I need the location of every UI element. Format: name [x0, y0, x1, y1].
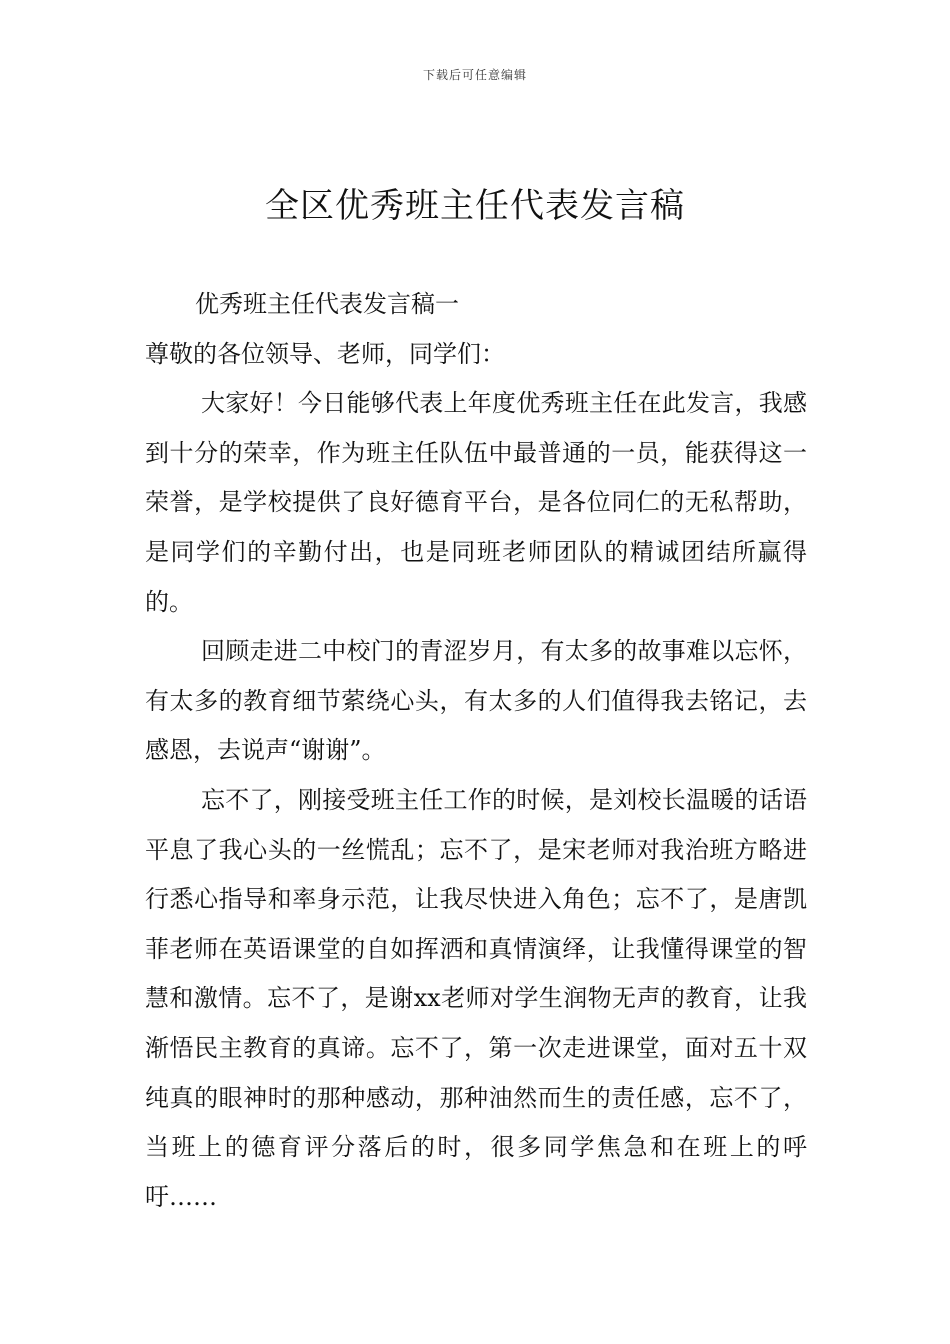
paragraph-1: 大家好！今日能够代表上年度优秀班主任在此发言，我感到十分的荣幸，作为班主任队伍中最普通的一员，能获得这一荣誉，是学校提供了良好德育平台，是各位同仁的无私帮助，是同学们的辛勤付出，也是同班老师团队的精诚团结所赢得的。	[145, 389, 807, 616]
salutation: 尊敬的各位领导、老师，同学们：	[145, 339, 505, 368]
page-header-note: 下载后可任意编辑	[422, 68, 527, 82]
document-title: 全区优秀班主任代表发言稿	[265, 186, 685, 226]
paragraph-2: 回顾走进二中校门的青涩岁月，有太多的故事难以忘怀，有太多的教育细节萦绕心头，有太多的人们值得我去铭记，去感恩，去说声“谢谢”。	[145, 637, 807, 765]
document-body	[145, 280, 807, 1222]
paragraph-3: 忘不了，刚接受班主任工作的时候，是刘校长温暖的话语平息了我心头的一丝慌乱；忘不了，是宋老师对我治班方略进行悉心指导和率身示范，让我尽快进入角色；忘不了，是唐凯菲老师在英语课堂的自如挥洒和真情演绎，让我懂得课堂的智慧和激情。忘不了，是谢xx老师对学生润物无声的教育，让我渐悟民主教育的真谛。忘不了，第一次走进课堂，面对五十双纯真的眼神时的那种感动，那种油然而生的责任感，忘不了，当班上的德育评分落后的时，很多同学焦急和在班上的呼吁……	[145, 785, 807, 1211]
document-subtitle: 优秀班主任代表发言稿一	[195, 290, 459, 318]
